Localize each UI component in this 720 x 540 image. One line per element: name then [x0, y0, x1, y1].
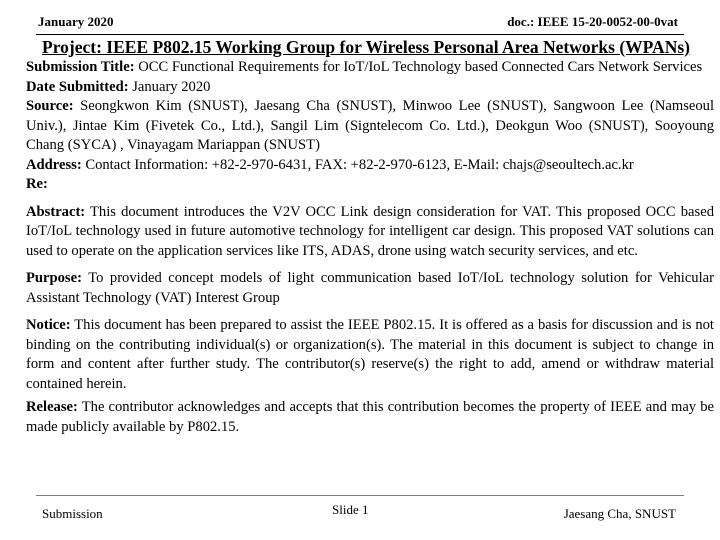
re-label: Re:	[26, 176, 48, 192]
header-date: January 2020	[38, 14, 114, 29]
submission-title-row	[26, 58, 714, 78]
footer-divider	[36, 495, 684, 496]
purpose-row	[26, 269, 714, 308]
project-title: Project: IEEE P802.15 Working Group for Wireless Personal Area Networks (WPANs)	[42, 37, 690, 57]
release-value: The contributor acknowledges and accepts that this contribution becomes the property of IEEE and may be made publicly available by P802.15.	[26, 399, 714, 435]
source-row	[26, 97, 714, 156]
document-body	[26, 58, 714, 437]
release-label: Release:	[26, 399, 78, 415]
abstract-label: Abstract:	[26, 203, 86, 220]
date-submitted-label: Date Submitted:	[26, 78, 129, 95]
purpose-value: To provided concept models of light communication based IoT/IoL technology solution for Vehicular Assistant Technology (VAT) Interest Group	[26, 270, 714, 306]
abstract-row	[26, 203, 714, 262]
submission-title-label: Submission Title:	[26, 59, 135, 75]
submission-title-value: OCC Functional Requirements for IoT/IoL Technology based Connected Cars Network Services	[138, 59, 703, 75]
address-value: Contact Information: +82-2-970-6431, FAX: +82-2-970-6123, E-Mail: chajs@seoultech.ac.kr	[85, 156, 634, 173]
re-row	[26, 175, 714, 195]
address-row	[26, 156, 714, 176]
header-doc-id: doc.: IEEE 15-20-0052-00-0vat	[507, 14, 678, 29]
source-value: Seongkwon Kim (SNUST), Jaesang Cha (SNUST), Minwoo Lee (SNUST), Sangwoon Lee (Namseoul Univ.), Jintae Kim (Fivetek Co., Ltd.), Sangil Lim (Signtelecom Co. Ltd.), Deokgun Woo (SNUST), Sooyoung Chang (SYCA) , Vinayagam Mariappan (SNUST)	[26, 98, 714, 153]
notice-value: This document has been prepared to assist the IEEE P802.15. It is offered as a basis for discussion and is not binding on the contributing individual(s) or organization(s). The material in this document is subject to change in form and content after further study. The contributor(s) reserve(s) the right to add, amend or withdraw material contained herein.	[26, 317, 714, 392]
date-submitted-value: January 2020	[132, 78, 211, 95]
purpose-label: Purpose:	[26, 270, 82, 286]
footer-submission: Submission	[42, 506, 103, 521]
abstract-value: This document introduces the V2V OCC Link design consideration for VAT. This proposed OCC based IoT/IoL technology used in future automotive technology for intelligent car design. This proposed VAT solutions can used to operate on the application services like ITS, ADAS, drone using watch security services, and etc.	[26, 203, 714, 259]
notice-label: Notice:	[26, 317, 71, 333]
release-row	[26, 398, 714, 437]
slide-number: Slide 1	[332, 502, 369, 517]
source-label: Source:	[26, 98, 74, 114]
footer-author: Jaesang Cha, SNUST	[563, 506, 676, 521]
address-label: Address:	[26, 156, 82, 173]
notice-row	[26, 316, 714, 394]
date-submitted-row	[26, 78, 714, 98]
header-divider	[36, 34, 684, 35]
